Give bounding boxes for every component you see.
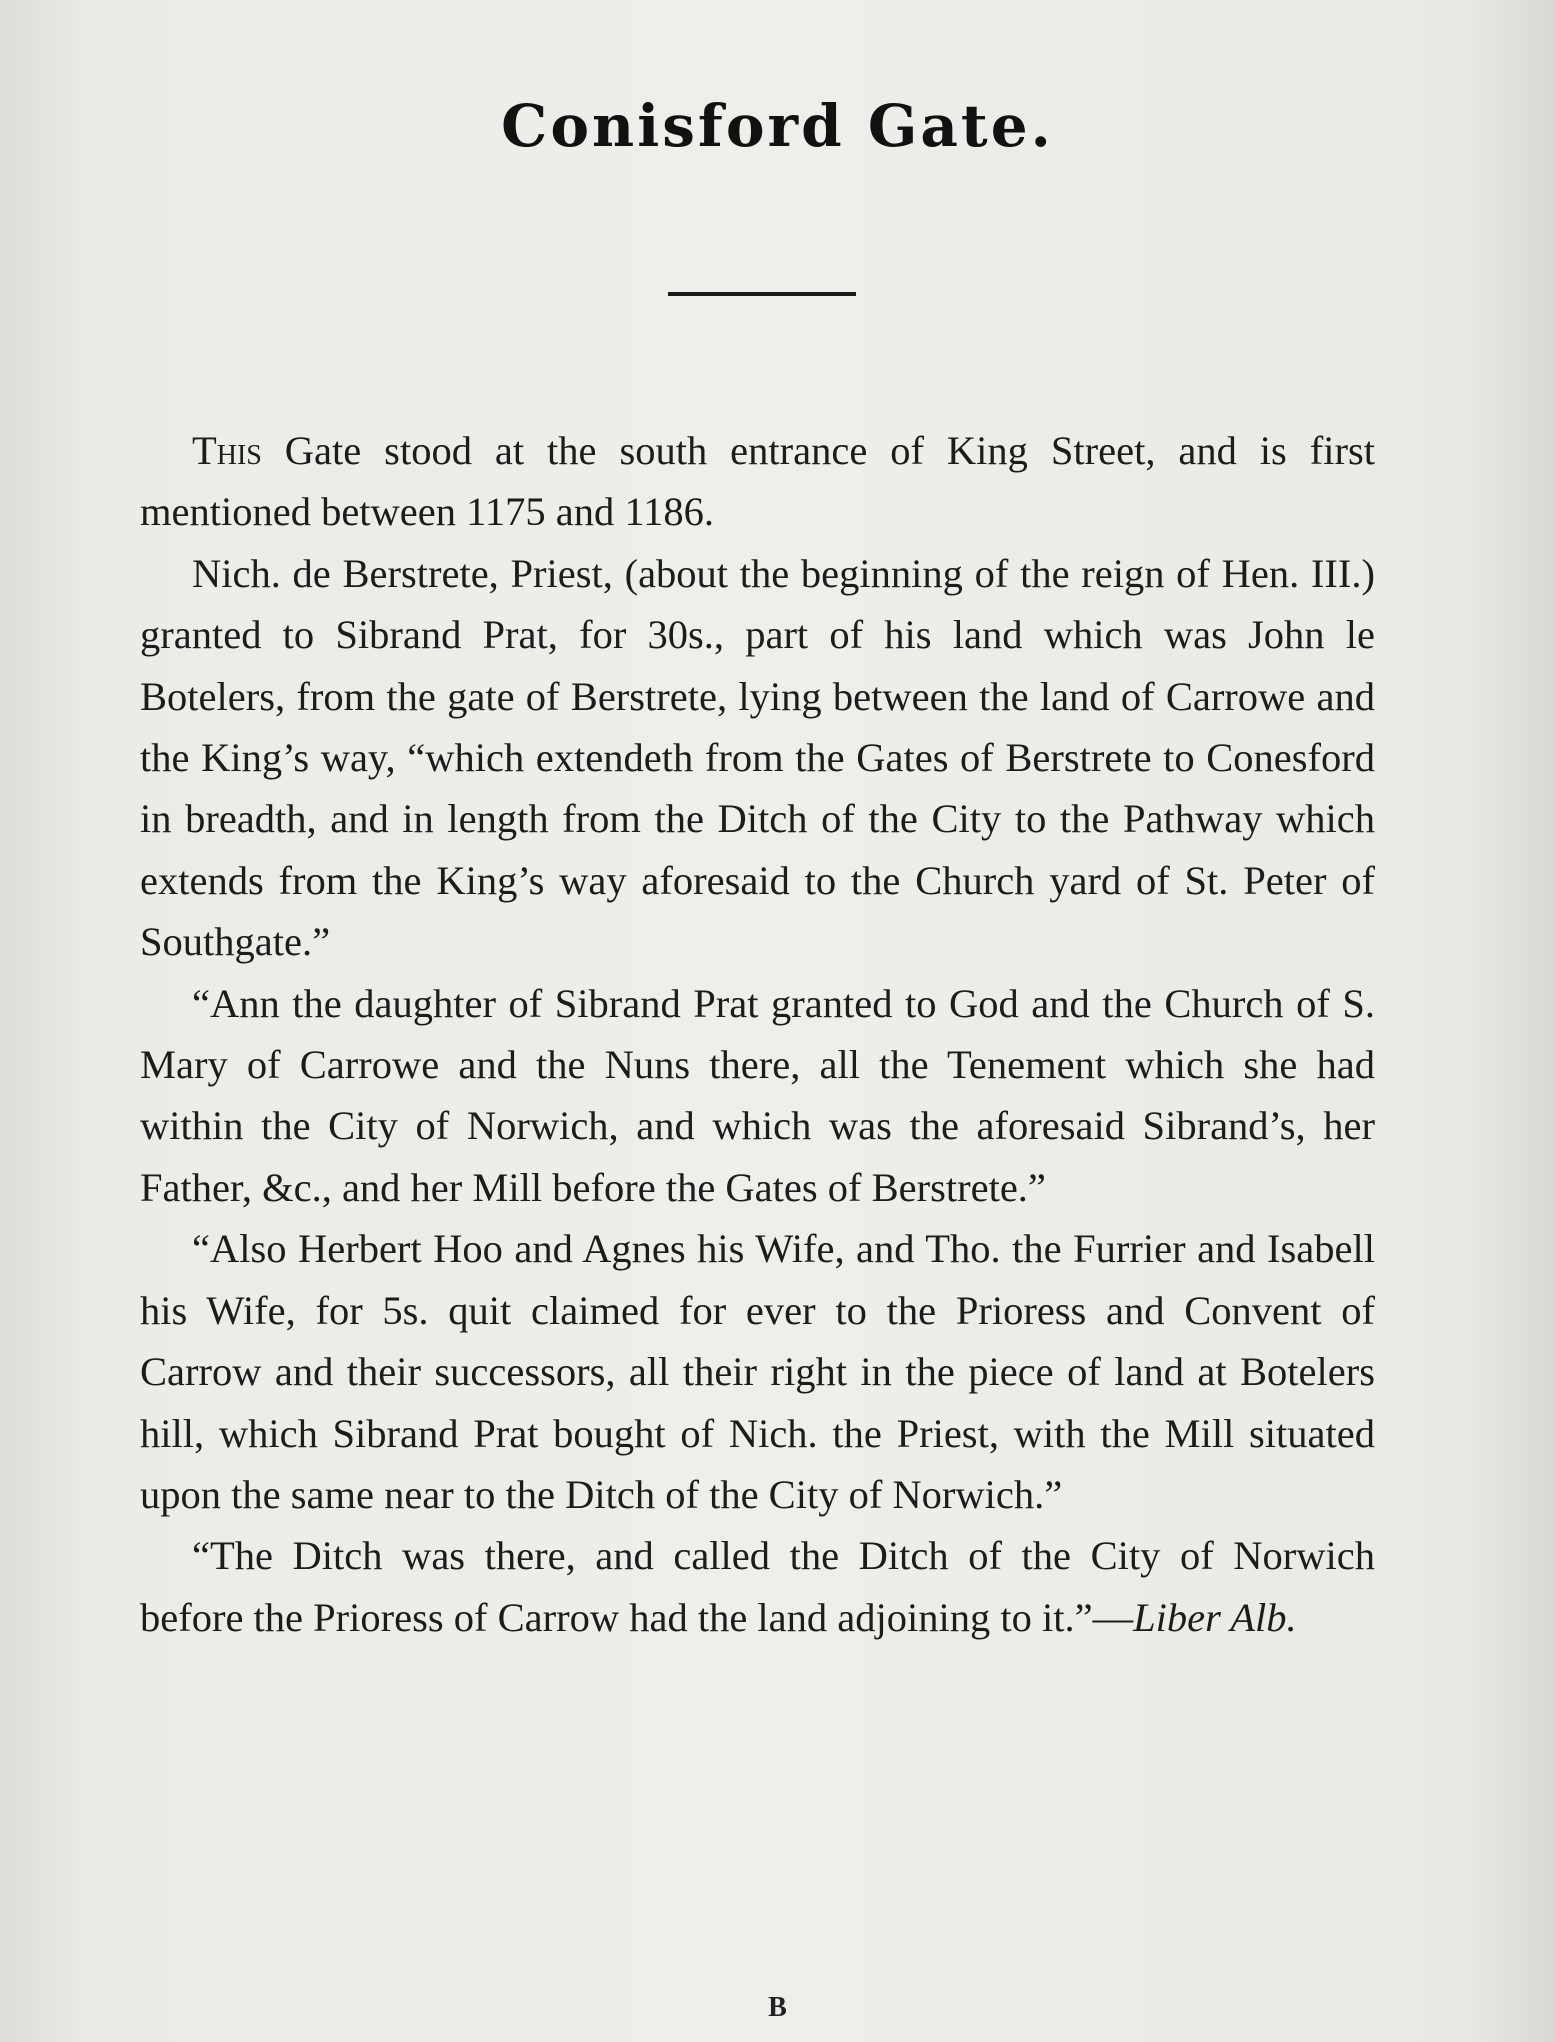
paragraph-2: Nich. de Berstrete, Priest, (about the beginning of the reign of Hen. III.) granted to Sibrand Prat, for 30s., part of his land which was John le Botelers, from the gate of Berstrete, lying between the land of Carrowe and the King’s way, “which extendeth from the Gates of Berstrete to Conesford in breadth, and in length from the Ditch of the City to the Pathway which extends from the King’s way aforesaid to the Church yard of St. Peter of Southgate.”: [140, 550, 1375, 965]
body-text: [140, 420, 1375, 1648]
page-title: Conisford Gate.: [501, 92, 1054, 160]
paragraph-1: [140, 420, 1375, 543]
title-rule: [668, 292, 856, 296]
paragraph-3: “Ann the daughter of Sibrand Prat granted to God and the Church of S. Mary of Carrowe and the Nuns there, all the Tenement which she had within the City of Norwich, and which was the aforesaid Sibrand’s, her Father, &c., and her Mill before the Gates of Berstrete.”: [140, 980, 1375, 1210]
drop-word: This: [192, 428, 262, 473]
paragraph-5: [140, 1525, 1375, 1648]
paragraph-text: “The Ditch was there, and called the Ditch of the City of Norwich before the Prioress of Carrow had the land adjoining to it.”—: [140, 1533, 1375, 1640]
signature-mark: B: [768, 1992, 787, 2023]
paragraph-text: Gate stood at the south entrance of King Street, and is first mentioned between 1175 and 1186.: [140, 428, 1375, 535]
paragraph-4: “Also Herbert Hoo and Agnes his Wife, and Tho. the Furrier and Isabell his Wife, for 5s. quit claimed for ever to the Prioress and Convent of Carrow and their successors, all their right in the piece of land at Botelers hill, which Sibrand Prat bought of Nich. the Priest, with the Mill situated upon the same near to the Ditch of the City of Norwich.”: [140, 1226, 1375, 1517]
citation: Liber Alb.: [1133, 1594, 1297, 1640]
